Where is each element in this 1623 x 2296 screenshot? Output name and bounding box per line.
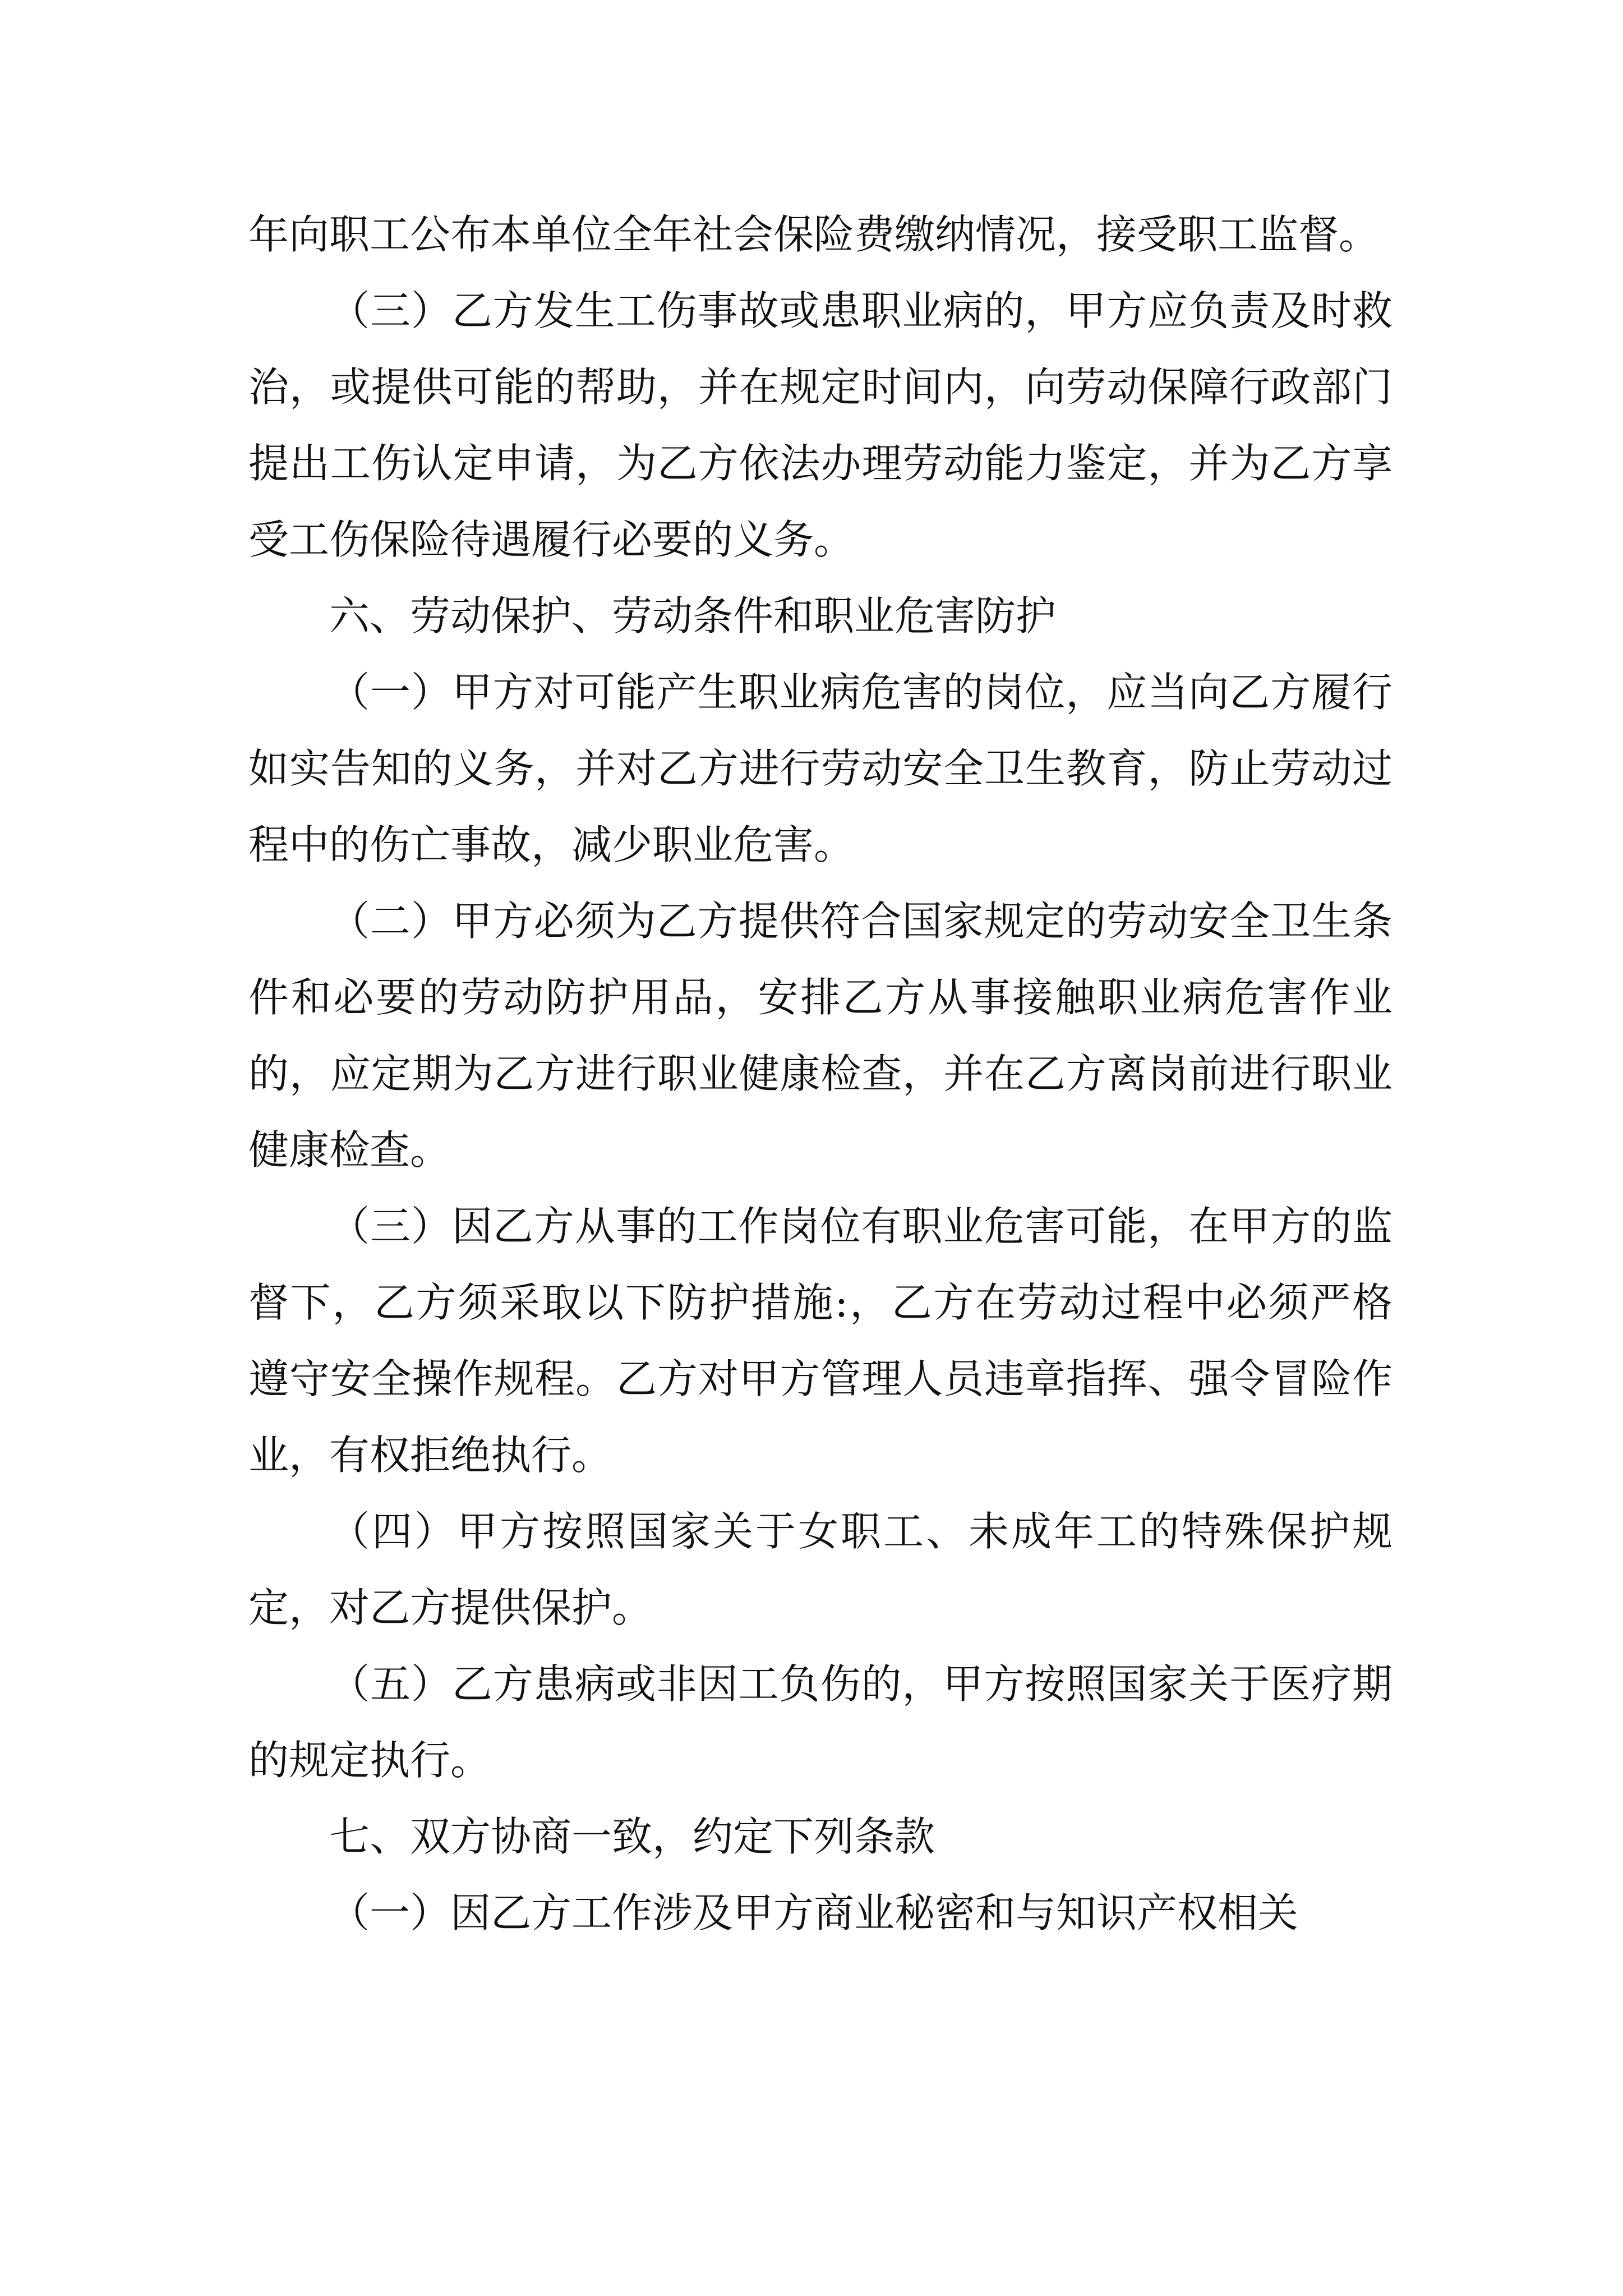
section-heading-labor-protection: 六、劳动保护、劳动条件和职业危害防护 xyxy=(329,592,1057,639)
paragraph-hazard-notification: （一）甲方对可能产生职业病危害的岗位，应当向乙方履行如实告知的义务，并对乙方进行劳动安全卫生教育，防止劳动过程中的伤亡事故，减少职业危害。 xyxy=(248,669,1393,868)
paragraph-medical-period: （五）乙方患病或非因工负伤的，甲方按照国家关于医疗期的规定执行。 xyxy=(248,1660,1393,1784)
paragraph-safety-conditions: （二）甲方必须为乙方提供符合国家规定的劳动安全卫生条件和必要的劳动防护用品，安排乙方从事接触职业病危害作业的，应定期为乙方进行职业健康检查，并在乙方离岗前进行职业健康检查。 xyxy=(248,898,1393,1174)
paragraph-trade-secrets: （一）因乙方工作涉及甲方商业秘密和与知识产权相关 xyxy=(329,1889,1299,1936)
document-body xyxy=(248,196,1393,1951)
paragraph-special-protection: （四）甲方按照国家关于女职工、未成年工的特殊保护规定，对乙方提供保护。 xyxy=(248,1508,1393,1631)
paragraph-protective-measures: （三）因乙方从事的工作岗位有职业危害可能，在甲方的监督下，乙方须采取以下防护措施:，乙方在劳动过程中必须严格遵守安全操作规程。乙方对甲方管理人员违章指挥、强令冒险作业，有权拒绝执行。 xyxy=(248,1203,1393,1479)
paragraph-social-insurance-continued: 年向职工公布本单位全年社会保险费缴纳情况，接受职工监督。 xyxy=(248,211,1380,258)
section-heading-agreed-terms: 七、双方协商一致，约定下列条款 xyxy=(329,1813,935,1860)
paragraph-work-injury: （三）乙方发生工伤事故或患职业病的，甲方应负责及时救治，或提供可能的帮助，并在规定时间内，向劳动保障行政部门提出工伤认定申请，为乙方依法办理劳动能力鉴定，并为乙方享受工伤保险待遇履行必要的义务。 xyxy=(248,287,1393,563)
